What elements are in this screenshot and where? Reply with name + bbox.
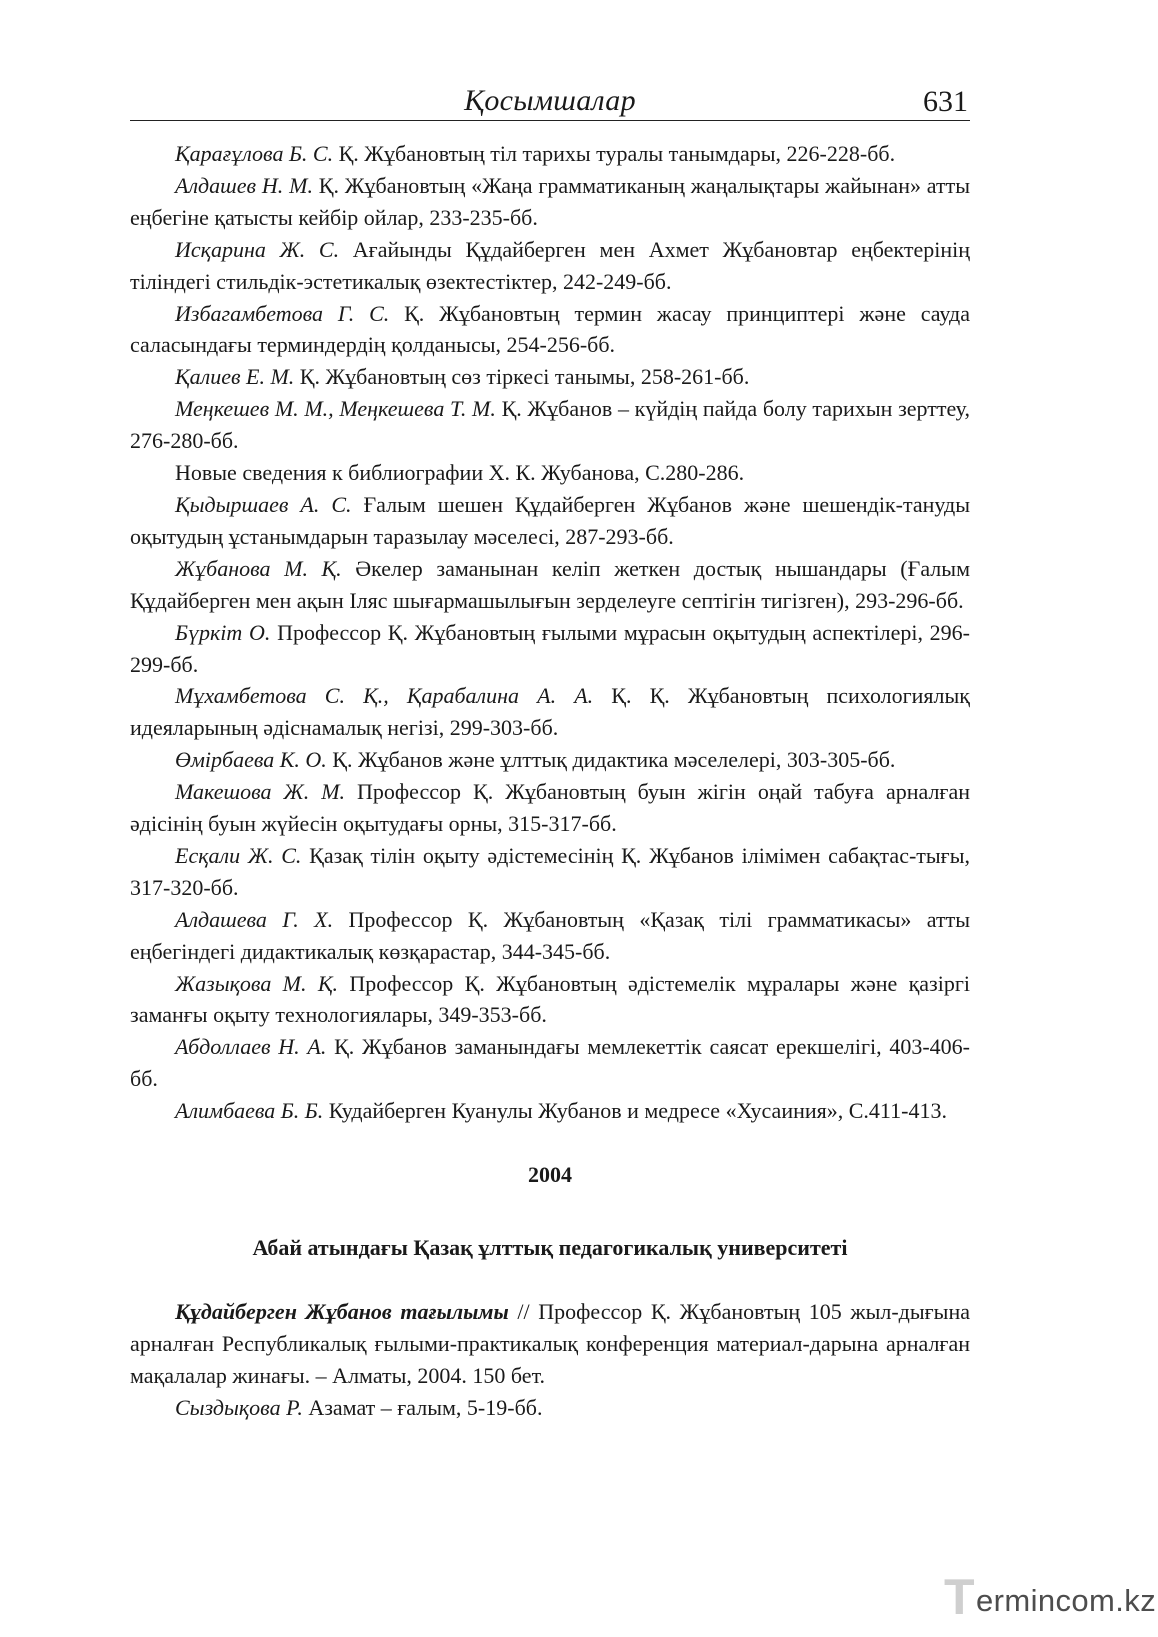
- year-heading: 2004: [528, 1162, 572, 1188]
- entry-text: Ағайынды Құдайберген мен Ахмет Жұбановтар еңбектерінің тіліндегі стильдік-эстетикалық өзектестіктер, 242-249-бб.: [130, 236, 970, 294]
- bibliography-entry: [130, 489, 970, 553]
- bibliography-entry: [130, 234, 970, 298]
- entry-author: Қыдыршаев А. С.: [175, 491, 352, 517]
- bibliography-entry: [130, 361, 970, 393]
- section-title: Қосымшалар: [464, 84, 636, 117]
- bibliography-entry: [130, 904, 970, 968]
- entry-text: Қ. Жұбановтың сөз тіркесі танымы, 258-261-бб.: [294, 364, 750, 390]
- entry-author: Сыздықова Р.: [175, 1394, 303, 1420]
- entry-text: Қ. Жұбанов және ұлттық дидактика мәселелері, 303-305-бб.: [326, 747, 896, 773]
- entry-author: Меңкешев М. М., Меңкешева Т. М.: [175, 396, 496, 422]
- bibliography-entry: [130, 968, 970, 1032]
- bibliography-entry: [130, 298, 970, 362]
- bibliography-entry: [130, 776, 970, 840]
- entry-text: Кудайберген Куанулы Жубанов и медресе «Хусаиния», С.411-413.: [323, 1098, 947, 1124]
- entry-text: Профессор Қ. Жұбановтың әдістемелік мұралары және қазіргі заманғы оқыту технологиялары, 349-353-бб.: [130, 970, 971, 1028]
- entry-author: Қалиев Е. М.: [175, 364, 295, 390]
- bibliography-entry: [130, 1392, 970, 1424]
- entry-text: Новые сведения к библиографии Х. К. Жубанова, С.280-286.: [175, 460, 745, 486]
- bibliography-entry: [130, 1031, 970, 1095]
- entry-author: Бүркіт О.: [175, 619, 271, 645]
- entry-author: Макешова Ж. М.: [175, 779, 346, 805]
- entry-text: Профессор Қ. Жұбановтың ғылыми мұрасын оқытудың аспектілері, 296-299-бб.: [130, 619, 971, 677]
- bibliography-entry: [130, 680, 970, 744]
- entry-text: Азамат – ғалым, 5-19-бб.: [302, 1394, 543, 1420]
- entry-author: Мұхамбетова С. Қ., Қарабалина А. А.: [175, 683, 594, 709]
- bibliography-entry: [130, 138, 970, 170]
- entry-author: Алдашева Г. Х.: [175, 906, 334, 932]
- entry-author: Алимбаева Б. Б.: [175, 1098, 324, 1124]
- entry-author: Жазықова М. Қ.: [175, 970, 338, 996]
- entry-author: Абдоллаев Н. А.: [175, 1034, 327, 1060]
- entry-text: Қ. Қ. Жұбановтың психологиялық идеяларының әдіснамалық негізі, 299-303-бб.: [130, 683, 970, 741]
- bibliography-entry: [130, 1095, 970, 1127]
- running-header: [130, 84, 970, 121]
- entry-author: Есқали Ж. С.: [175, 842, 302, 868]
- bibliography-entry: [130, 617, 970, 681]
- bibliography-entry: [130, 393, 970, 457]
- entry-text: Қазақ тілін оқыту әдістемесінің Қ. Жұбанов ілімімен сабақтас-тығы, 317-320-бб.: [130, 842, 970, 900]
- bibliography-entry: [130, 744, 970, 776]
- entry-text: Профессор Қ. Жұбановтың буын жігін оңай табуға арналған әдісінің буын жүйесін оқытудағы орны, 315-317-бб.: [130, 779, 970, 837]
- termincom-watermark-logo: [944, 1569, 1157, 1625]
- entry-text: Қ. Жұбановтың тіл тарихы туралы танымдары, 226-228-бб.: [333, 141, 896, 166]
- entry-text: Қ. Жұбановтың «Жаңа грамматиканың жаңалықтары жайынан» атты еңбегіне қатысты кейбір ойлар, 233-235-бб.: [130, 172, 971, 230]
- entry-text: Қ. Жұбановтың термин жасау принциптері және сауда саласындағы терминдердің қолданысы, 254-256-бб.: [130, 300, 970, 358]
- entry-author: Өмірбаева К. О.: [175, 747, 327, 773]
- university-heading: Абай атындағы Қазақ ұлттық педагогикалық университеті: [252, 1235, 848, 1260]
- entry-author: Избагамбетова Г. С.: [175, 300, 390, 326]
- page-number: 631: [923, 85, 968, 118]
- bibliography-list-2003: [130, 138, 970, 1127]
- entry-author: Жұбанова М. Қ.: [175, 555, 342, 581]
- bibliography-list-2004: [130, 1392, 970, 1424]
- book-description: // Профессор Қ. Жұбановтың 105 жыл-дығына арналған Республикалық ғылыми-практикалық конференция материал-дарына арналған мақалалар жинағы. – Алматы, 2004. 150 бет.: [130, 1298, 970, 1388]
- entry-text: Әкелер заманынан келіп жеткен достық нышандары (Ғалым Құдайберген мен ақын Іляс шығармашылығын зерделеуге септігін тигізген), 293-296-бб.: [130, 555, 970, 613]
- entry-text: Ғалым шешен Құдайберген Жұбанов және шешендік-тануды оқытудың ұстанымдарын таразылау мәселесі, 287-293-бб.: [130, 491, 970, 549]
- entry-text: Профессор Қ. Жұбановтың «Қазақ тілі грамматикасы» атты еңбегіндегі дидактикалық көзқарастар, 344-345-бб.: [130, 906, 970, 964]
- bibliography-entry: [130, 170, 970, 234]
- watermark-text: ermincom.kz: [976, 1583, 1157, 1618]
- entry-author: Алдашев Н. М.: [175, 172, 313, 198]
- book-title: Құдайберген Жұбанов тағылымы: [175, 1298, 509, 1324]
- entry-text: Қ. Жұбанов – күйдің пайда болу тарихын зерттеу, 276-280-бб.: [130, 396, 970, 454]
- bibliography-content: [130, 138, 970, 1424]
- entry-author: Қарағұлова Б. С.: [175, 141, 334, 166]
- bibliography-entry: [130, 553, 970, 617]
- book-entry: [130, 1296, 970, 1392]
- bibliography-entry: [130, 457, 970, 489]
- entry-text: Қ. Жұбанов заманындағы мемлекеттік саясат ерекшелігі, 403-406-бб.: [130, 1034, 970, 1092]
- bibliography-entry: [130, 840, 970, 904]
- watermark-letter: T: [944, 1569, 975, 1625]
- entry-author: Исқарина Ж. С.: [175, 236, 340, 262]
